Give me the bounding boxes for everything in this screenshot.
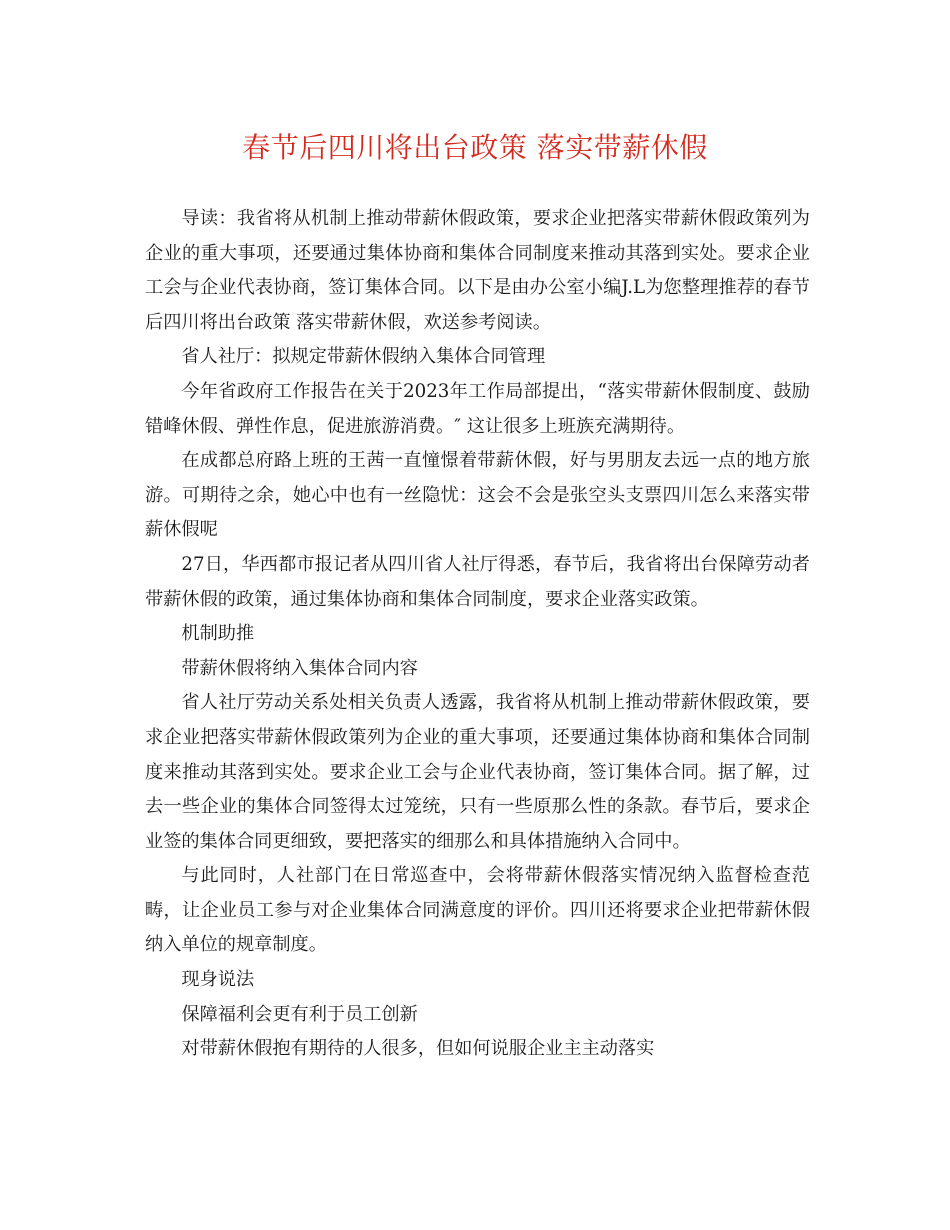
paragraph: 在成都总府路上班的王茜一直憧憬着带薪休假，好与男朋友去远一点的地方旅游。可期待之余，她心中也有一丝隐忧：这会不会是张空头支票四川怎么来落实带薪休假呢 [145, 450, 810, 541]
paragraph: 今年省政府工作报告在关于2023年工作局部提出，“落实带薪休假制度、鼓励错峰休假、弹性作息，促进旅游消费。″ 这让很多上班族充满期待。 [145, 380, 810, 437]
paragraph-section-heading: 现身说法 [181, 969, 255, 991]
paragraph-section-heading: 机制助推 [181, 623, 255, 645]
paragraph: 与此同时，人社部门在日常巡查中，会将带薪休假落实情况纳入监督检查范畴，让企业员工参与对企业集体合同满意度的评价。四川还将要求企业把带薪休假纳入单位的规章制度。 [145, 865, 810, 956]
paragraph-intro: 导读：我省将从机制上推动带薪休假政策，要求企业把落实带薪休假政策列为企业的重大事项，还要通过集体协商和集体合同制度来推动其落到实处。要求企业工会与企业代表协商，签订集体合同。以下是由办公室小编J.L为您整理推荐的春节后四川将出台政策 落实带薪休假，欢送参考阅读。 [145, 208, 810, 333]
document-title: 春节后四川将出台政策 落实带薪休假 [242, 131, 708, 164]
paragraph-subheading: 带薪休假将纳入集体合同内容 [181, 657, 418, 679]
document-body [145, 202, 810, 1067]
paragraph-subheading: 保障福利会更有利于员工创新 [181, 1003, 418, 1025]
paragraph: 省人社厅劳动关系处相关负责人透露，我省将从机制上推动带薪休假政策，要求企业把落实带薪休假政策列为企业的重大事项，还要通过集体协商和集体合同制度来推动其落到实处。要求企业工会与企业代表协商，签订集体合同。据了解，过去一些企业的集体合同签得太过笼统，只有一些原那么性的条款。春节后，要求企业签的集体合同更细致，要把落实的细那么和具体措施纳入合同中。 [145, 692, 810, 852]
paragraph: 27日，华西都市报记者从四川省人社厅得悉，春节后，我省将出台保障劳动者带薪休假的政策，通过集体协商和集体合同制度，要求企业落实政策。 [145, 553, 810, 610]
paragraph-subheading: 省人社厅：拟规定带薪休假纳入集体合同管理 [181, 346, 546, 368]
paragraph: 对带薪休假抱有期待的人很多，但如何说服企业主主动落实 [181, 1038, 655, 1060]
